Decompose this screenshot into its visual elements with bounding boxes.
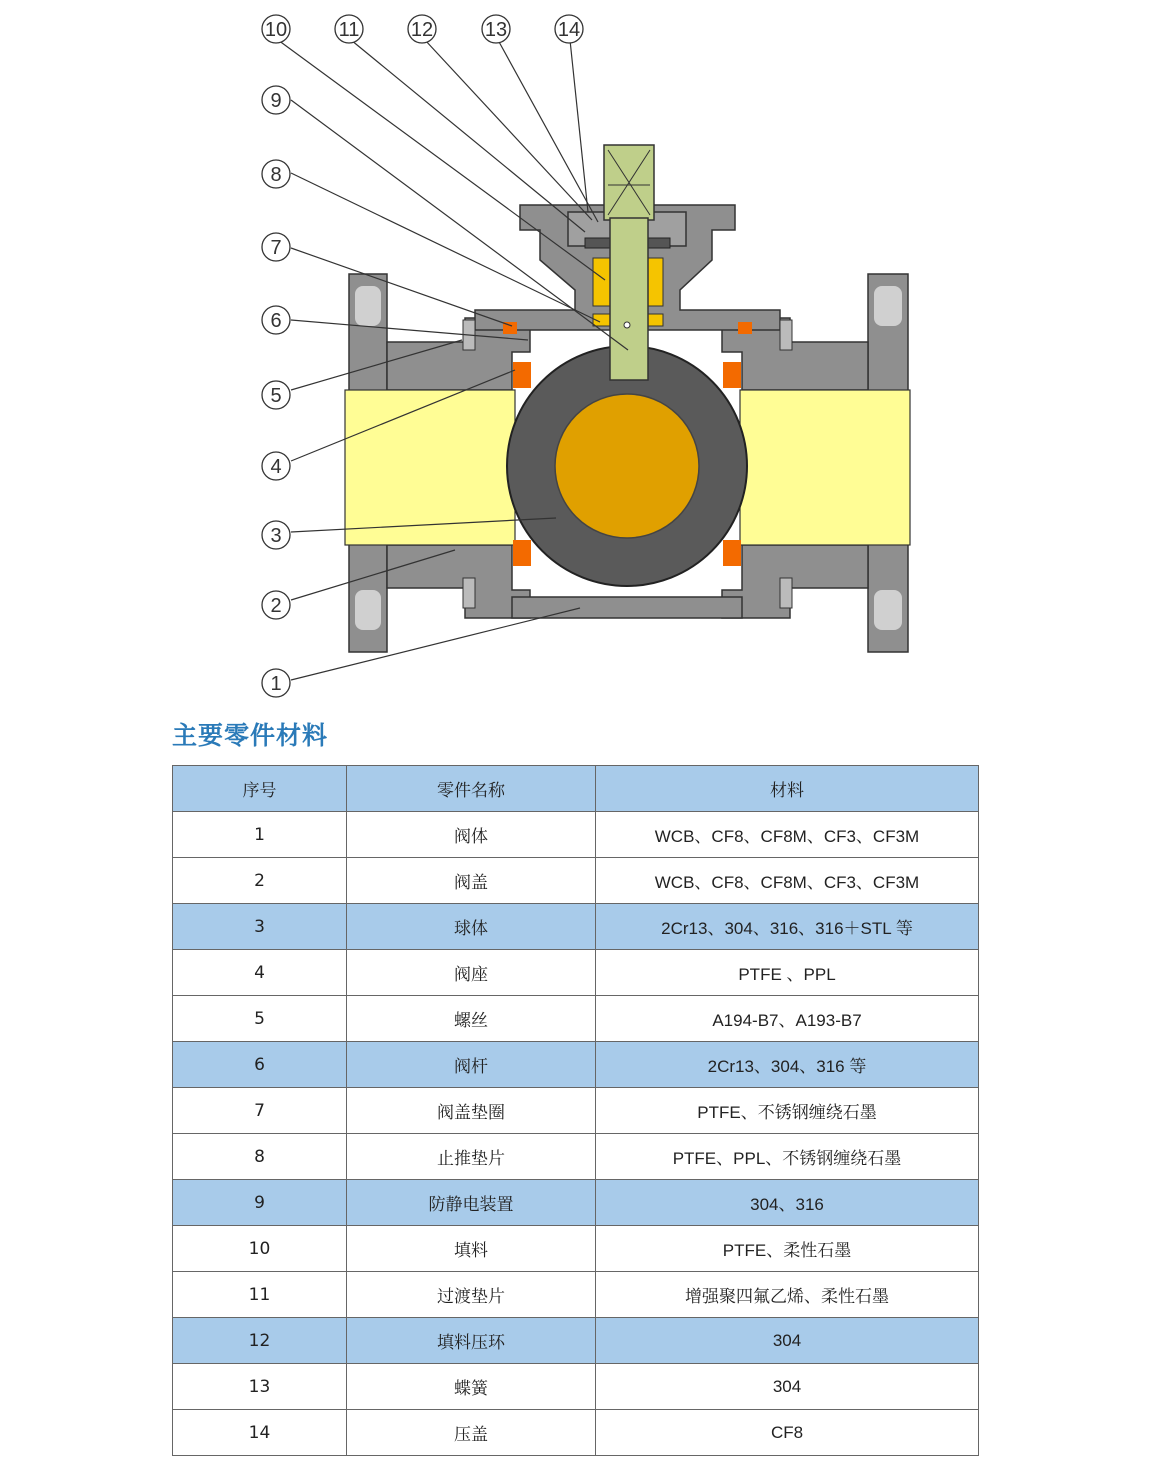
cell-material: 2Cr13、304、316 等 xyxy=(596,1042,979,1088)
cell-material: PTFE、柔性石墨 xyxy=(596,1226,979,1272)
cell-part-name: 阀座 xyxy=(347,950,596,996)
table-row xyxy=(173,1364,979,1410)
callout-12 xyxy=(408,15,436,43)
svg-text:1: 1 xyxy=(270,673,282,695)
svg-text:3: 3 xyxy=(270,525,282,547)
svg-text:12: 12 xyxy=(410,19,434,41)
stem xyxy=(604,145,654,380)
cell-part-name: 填料压环 xyxy=(347,1318,596,1364)
cell-part-name: 过渡垫片 xyxy=(347,1272,596,1318)
cell-part-name: 阀杆 xyxy=(347,1042,596,1088)
table-row xyxy=(173,904,979,950)
cell-material: 增强聚四氟乙烯、柔性石墨 xyxy=(596,1272,979,1318)
svg-text:2: 2 xyxy=(270,595,282,617)
table-row xyxy=(173,1272,979,1318)
cell-number: 13 xyxy=(173,1364,347,1410)
table-header-row xyxy=(173,766,979,812)
cell-number: 2 xyxy=(173,858,347,904)
cell-material: PTFE、PPL、不锈钢缠绕石墨 xyxy=(596,1134,979,1180)
cell-part-name: 止推垫片 xyxy=(347,1134,596,1180)
callout-8 xyxy=(262,160,290,188)
cell-material: 304、316 xyxy=(596,1180,979,1226)
cell-part-name: 蝶簧 xyxy=(347,1364,596,1410)
section-title: 主要零件材料 xyxy=(172,721,329,750)
svg-text:8: 8 xyxy=(270,164,282,186)
ball-bore xyxy=(555,394,699,538)
cell-part-name: 防静电装置 xyxy=(347,1180,596,1226)
cell-number: 11 xyxy=(173,1272,347,1318)
cell-number: 5 xyxy=(173,996,347,1042)
callout-6 xyxy=(262,306,290,334)
right-passage xyxy=(740,390,910,545)
cell-material: 2Cr13、304、316、316＋STL 等 xyxy=(596,904,979,950)
svg-text:10: 10 xyxy=(264,19,288,41)
callout-7 xyxy=(262,233,290,261)
cell-material: CF8 xyxy=(596,1410,979,1456)
table-row xyxy=(173,1180,979,1226)
svg-text:4: 4 xyxy=(270,456,282,478)
cell-number: 8 xyxy=(173,1134,347,1180)
header-part-name: 零件名称 xyxy=(347,766,596,812)
table-row xyxy=(173,1226,979,1272)
callout-4 xyxy=(262,452,290,480)
callout-9 xyxy=(262,86,290,114)
table-row xyxy=(173,858,979,904)
svg-text:13: 13 xyxy=(484,19,508,41)
cell-number: 14 xyxy=(173,1410,347,1456)
svg-text:11: 11 xyxy=(338,19,360,41)
cell-number: 6 xyxy=(173,1042,347,1088)
table-row xyxy=(173,1410,979,1456)
cell-material: PTFE、不锈钢缠绕石墨 xyxy=(596,1088,979,1134)
cell-material: 304 xyxy=(596,1364,979,1410)
callout-1 xyxy=(262,669,290,697)
cell-number: 1 xyxy=(173,812,347,858)
cell-number: 3 xyxy=(173,904,347,950)
header-number: 序号 xyxy=(173,766,347,812)
svg-text:5: 5 xyxy=(270,385,282,407)
table-row xyxy=(173,1318,979,1364)
table-row xyxy=(173,996,979,1042)
table-row xyxy=(173,950,979,996)
callout-13 xyxy=(482,15,510,43)
cell-part-name: 压盖 xyxy=(347,1410,596,1456)
callout-5 xyxy=(262,381,290,409)
svg-text:9: 9 xyxy=(270,90,282,112)
header-material: 材料 xyxy=(596,766,979,812)
cell-number: 10 xyxy=(173,1226,347,1272)
cell-number: 7 xyxy=(173,1088,347,1134)
table-row xyxy=(173,1088,979,1134)
cell-number: 4 xyxy=(173,950,347,996)
cell-part-name: 填料 xyxy=(347,1226,596,1272)
callout-14 xyxy=(555,15,583,43)
cell-material: WCB、CF8、CF8M、CF3、CF3M xyxy=(596,812,979,858)
cell-material: A194-B7、A193-B7 xyxy=(596,996,979,1042)
cell-part-name: 螺丝 xyxy=(347,996,596,1042)
cell-part-name: 阀盖垫圈 xyxy=(347,1088,596,1134)
cell-part-name: 球体 xyxy=(347,904,596,950)
cell-material: 304 xyxy=(596,1318,979,1364)
svg-text:7: 7 xyxy=(270,237,282,259)
table-row xyxy=(173,1134,979,1180)
cell-material: PTFE 、PPL xyxy=(596,950,979,996)
cell-number: 9 xyxy=(173,1180,347,1226)
svg-text:14: 14 xyxy=(557,19,581,41)
table-row xyxy=(173,1042,979,1088)
svg-text:6: 6 xyxy=(270,310,282,332)
callout-2 xyxy=(262,591,290,619)
cell-part-name: 阀盖 xyxy=(347,858,596,904)
ball-valve-cross-section xyxy=(0,0,1150,700)
callout-11 xyxy=(335,15,363,43)
table-row xyxy=(173,812,979,858)
callout-3 xyxy=(262,521,290,549)
cell-part-name: 阀体 xyxy=(347,812,596,858)
materials-table xyxy=(172,765,979,1456)
callout-10 xyxy=(262,15,290,43)
cell-material: WCB、CF8、CF8M、CF3、CF3M xyxy=(596,858,979,904)
cell-number: 12 xyxy=(173,1318,347,1364)
